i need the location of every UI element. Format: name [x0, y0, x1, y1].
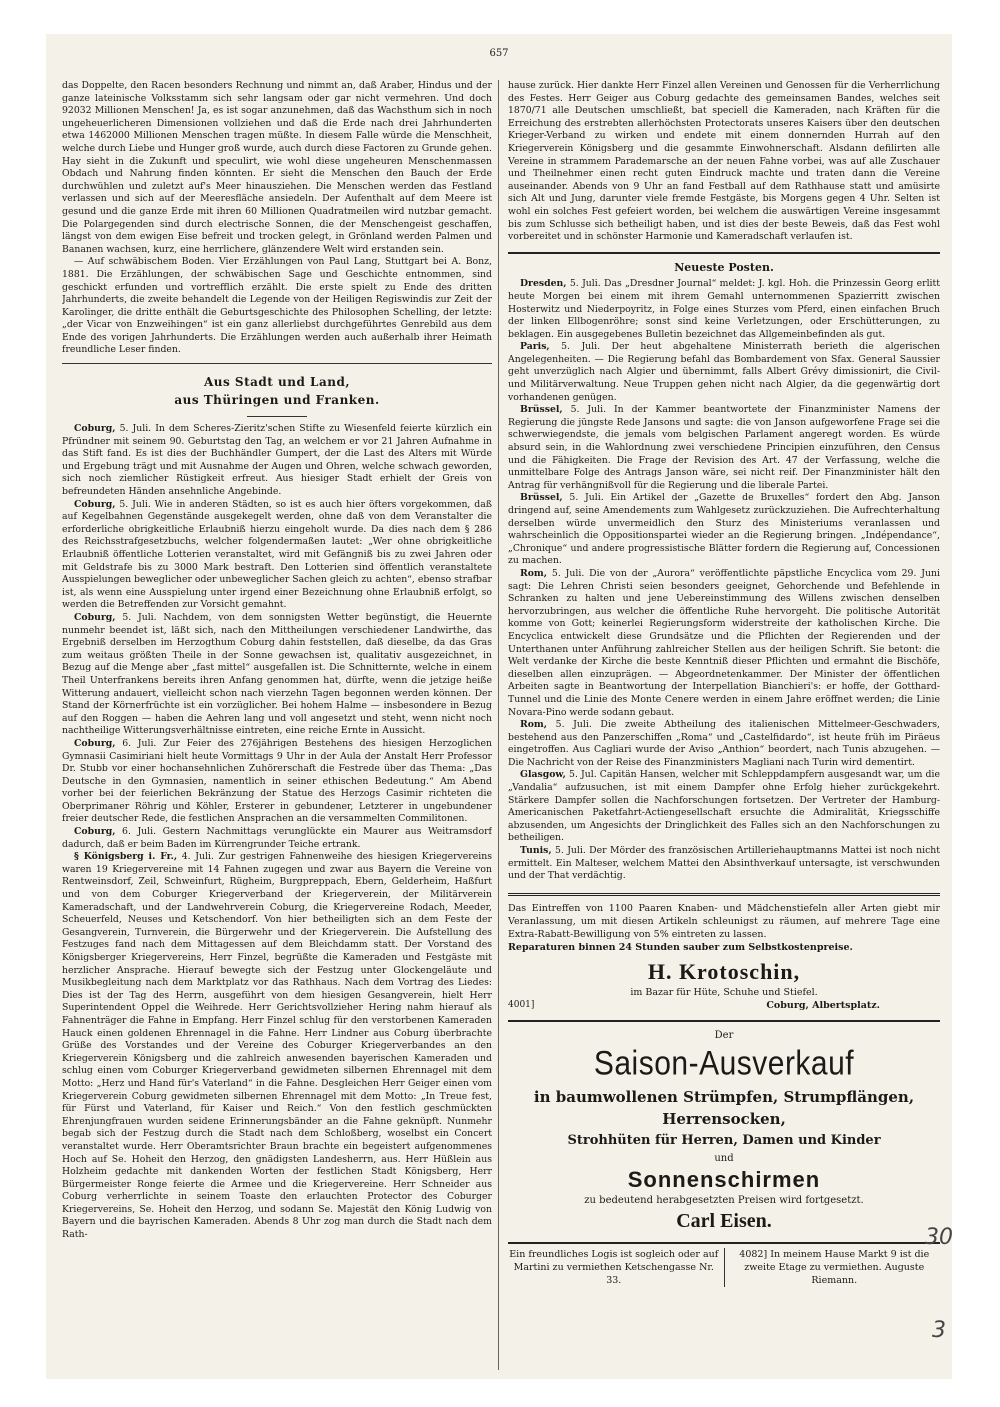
news-text: 5. Juli. In der Kammer beantwortete der Finanzminister Namens der Regierung die jüngste Rede Jansons und sagte: die von Janson aufgeworfene Frage sei die schwerwiegendste, die jemals vom belgischen Parlament angeregt worden. Es würde absurd sein, in die Wahlordnung zwei verschiedene Principien einzuführen, den Census und die Fähigkeiten. Die Frage der Revision des Art. 47 der Verfassung, welche die unmittelbare Folge des Antrags Janson wäre, sei nicht reif. Der Finanzminister hält den Antrag für verhängnißvoll für die Regierung und die liberale Partei. — [508, 404, 940, 491]
ad-eisen-der: Der — [714, 1029, 734, 1041]
section-divider-short — [247, 416, 307, 417]
news-item — [508, 719, 940, 769]
ad-eisen-line3: Strohhüten für Herren, Damen und Kinder — [567, 1133, 881, 1149]
news-place: Rom, — [520, 719, 548, 731]
news-item — [508, 404, 940, 492]
news-text: 5. Juli. Die zweite Abtheilung des italienischen Mittelmeer-Geschwaders, bestehend aus den Panzerschiffen „Roma“ und „Castelfidardo“, ist heute früh im Piräeus eingetroffen. Aus Cagliari wurde der Aviso „Anthion“ beordert, nach Tunis abzugehen. — Die Nachricht von der Reise des Finanzministers Magliani nach Turin wird dementirt. — [508, 719, 940, 768]
ad-krotoschin-repair: Reparaturen binnen 24 Stunden sauber zum Selbstkostenpreise. — [508, 941, 853, 953]
news-item — [62, 499, 492, 612]
news-item — [62, 612, 492, 738]
right-column — [508, 80, 940, 1372]
news-text: 6. Juli. Gestern Nachmittags verunglückte ein Maurer aus Weitramsdorf dadurch, daß er beim Baden im Kürrengrunder Teiche ertrank. — [62, 826, 492, 850]
ad-eisen-line5: zu bedeutend herabgesetzten Preisen wird fortgesetzt. — [584, 1195, 864, 1207]
ad-divider — [508, 1020, 940, 1022]
news-place: Brüssel, — [520, 404, 563, 416]
news-place: Tunis, — [520, 845, 552, 857]
ad-eisen-line1: in baumwollenen Strümpfen, Strumpflängen, — [533, 1088, 915, 1107]
continuation-paragraph: hause zurück. Hier dankte Herr Finzel allen Vereinen und Genossen für die Verherrlichung des Festes. Herr Geiger aus Coburg gedachte des gemeinsamen Bandes, welches seit 1870/71 alle Deutschen umschließt, bat speciell die Kameraden, nach Kräften für die Erreichung des erstrebten allerhöchsten Protectorats unseres Kaisers über den deutschen Krieger-Verband zu wirken und endete mit einem donnernden Hurrah auf den Kriegerverein Königsberg und die gesammte Einwohnerschaft. Alsdann defilirten alle Vereine in strammem Parademarsche an der neuen Fahne vorbei, was auf alle Zuschauer und Theilnehmer einen recht guten Eindruck machte und traten dann die Vereine auseinander. Abends von 9 Uhr an fand Festball auf dem Rathhause statt und amüsirte sich Alt und Jung, darunter viele fremde Festgäste, bis Morgens gegen 4 Uhr. Selten ist wohl ein solches Fest gefeiert worden, bei welchem die auswärtigen Vereine insgesammt bis zum Schlusse sich betheiligt haben, und ist dies der beste Beweis, daß das Fest wohl vorbereitet und in schönster Harmonie und Kameradschaft verlaufen ist. — [508, 80, 940, 243]
news-text: 5. Juli. Nachdem, von dem sonnigsten Wetter begünstigt, die Heuernte nunmehr beendet ist, läßt sich, nach den Mittheilungen verschiedener Landwirthe, das Ergebniß derselben im Herzogthum Coburg dahin feststellen, daß dieselbe, da das Gras zum weitaus größten Theile in der Sonne gewachsen ist, qualitativ ausgezeichnet, in Bezug auf die Menge aber „fast mittel“ ausgefallen ist. Die Schnitternte, welche in einem Theil Unterfrankens bereits ihren Anfang genommen hat, dürfte, wenn die jetzige heiße Witterung andauert, vielleicht schon nach vierzehn Tagen begonnen werden können. Der Stand der Körnerfrüchte ist ein vorzüglicher. Bei hohem Halme — insbesondere in Bezug auf den Roggen — haben die Aehren lang und voll angesetzt und steht, wenn nicht noch nachtheilige Witterungsverhältnisse eintreten, eine reiche Ernte in Aussicht. — [62, 611, 492, 737]
ad-krotoschin-text: Das Eintreffen von 1100 Paaren Knaben- und Mädchenstiefeln aller Arten giebt mir Veranlassung, um mit diesen Artikeln schleunigst zu räumen, auf mehrere Tage eine Extra-Rabatt-Bewilligung von 5% eintreten zu lassen. — [508, 902, 940, 940]
news-text: 5. Jul. Capitän Hansen, welcher mit Schleppdampfern ausgesandt war, um die „Vandalia“ aufzusuchen, ist mit einem Dampfer ohne Erfolg hieher zurückgekehrt. Stärkere Dampfer sollen die Nachforschungen fortsetzen. Der Vertreter der Hamburg-Americanischen Paketfahrt-Actiengesellschaft ersuchte die Admiralität, Kriegsschiffe abzusenden, um Angesichts der Dringlichkeit des Falles sich an den Nachforschungen zu betheiligen. — [508, 769, 940, 844]
news-item — [508, 492, 940, 568]
news-item — [62, 826, 492, 851]
news-text: 5. Juli. Der heut abgehaltene Ministerrath berieth die algerischen Angelegenheiten. — Die Regierung befahl das Bombardement von Sfax. General Saussier geht unverzüglich nach Algier und übernimmt, falls Albert Grévy dimissionirt, die Civil- und Militärverwaltung. Neue Truppen gehen nicht nach Algier, da die gegenwärtig dort vorhandenen genügen. — [508, 341, 940, 403]
intro-paragraph-2: — Auf schwäbischem Boden. Vier Erzählungen von Paul Lang, Stuttgart bei A. Bonz, 1881. Die Erzählungen, der schwäbischen Sage und Geschichte entnommen, sind geschickt erfunden und vortrefflich erzählt. Die erste spielt zu Ende des dritten Jahrhunderts, die zweite behandelt die Legende von der Heiligen Regiswindis zur Zeit der Karolinger, die dritte enthält die Geburtsgeschichte des Philosophen Schelling, der letzte: „der Vicar von Enzweihingen“ ist ein ganz allerliebst durchgeführtes Genrebild aus dem Ende des vorigen Jahrhunderts. Die Erzählungen werden auch außerhalb ihrer Heimath freundliche Leser finden. — [62, 256, 492, 356]
ad-logis: Ein freundliches Logis ist sogleich oder auf Martini zu vermiethen Ketschengasse Nr. 33. — [508, 1248, 725, 1287]
news-place: Rom, — [520, 567, 548, 579]
ad-krotoschin-line2: Coburg, Albertsplatz. — [766, 999, 880, 1011]
news-text: 4. Juli. Zur gestrigen Fahnenweihe des hiesigen Kriegervereins waren 19 Kriegervereine mit 14 Fahnen zugegen und zwar aus Bayern die Vereine von Rentweinsdorf, Zeil, Schweinfurt, Rügheim, Burgpreppach, Ebern, Gelderheim, Haßfurt und von dem Coburger Kriegerverband der Kriegerverein, der Militärverein Kameradschaft, und der Landwehrverein Coburg, die Kriegervereine Rodach, Meeder, Scheuerfeld, Neuses und Ketschendorf. Von hier betheiligten sich an dem Feste der Gesangverein, Turnverein, die Bürgerwehr und der Kriegerverein. Die Aufstellung des Festzuges fand nach dem Mittagessen auf dem Bleichdamm statt. Der Vorstand des Königsberger Kriegervereins, Herr Finzel, begrüßte die Kameraden und Festgäste mit herzlicher Ansprache. Hierauf bewegte sich der Festzug unter Glockengeläute und Musikbegleitung nach dem Marktplatz vor das Rathhaus. Nach dem Vortrag des Liedes: Dies ist der Tag des Herrn, ausgeführt von dem hiesigen Gesangverein, hielt Herr Superintendent Oppel die Weihrede. Herr Gerichtsvollzieher Hering nahm hierauf als Fahnenträger die Fahne in Empfang. Herr Finzel schlug für den verstorbenen Kameraden Hauck einen goldenen Ehrennagel in die Fahne. Herr Lindner aus Coburg überbrachte Grüße des Vorstandes und der Vereine des Coburger Kriegerverbandes an den Kriegerverein Königsberg und die zahlreich anwesenden bayerischen Kameraden und schlug einen vom Coburger Kriegerverband gewidmeten silbernen Ehrennagel mit dem Motto: „Herz und Hand für's Vaterland“ in die Fahne. Desgleichen Herr Geiger einen vom Kriegerverein Coburg gewidmeten silbernen Ehrennagel mit dem Motto: „In Treue fest, für Fürst und Vaterland, für Kaiser und Reich.“ Von den festlich geschmückten Ehrenjungfrauen wurden seidene Erinnerungsbänder an die Fahne geknüpft. Nunmehr begab sich der Festzug durch die Stadt nach dem Schloßberg, woselbst ein Concert veranstaltet wurde. Herr Oberamtsrichter Braun brachte ein begeistert aufgenommenes Hoch auf Se. Hoheit den Herzog, den gnädigsten Landesherrn, aus. Herr Hüßlein aus Holzheim gedachte mit dankenden Worten der festlichen Stadt Königsberg, Herr Bürgermeister Ronge feierte die Armee und die Kriegervereine. Herr Schneider aus Coburg verherrlichte in seinem Toaste den erlauchten Protector des Coburger Kriegervereins, Se. Hoheit den Herzog, und sodann Se. Majestät den König Ludwig von Bayern und die bayrischen Kameraden. Abends 8 Uhr zog man durch die Stadt nach dem Rath- — [62, 851, 492, 1241]
news-text: 5. Juli. Der Mörder des französischen Artilleriehauptmanns Mattei ist noch nicht ermittelt. Ein Malteser, welchem Mattei den Absinthverkauf untersagte, ist verschwunden und der That verdächtig. — [508, 845, 940, 882]
section-divider — [62, 363, 492, 364]
newspaper-page — [46, 34, 952, 1379]
ad-eisen-name: Carl Eisen. — [676, 1210, 772, 1233]
news-text: 6. Juli. Zur Feier des 276jährigen Bestehens des hiesigen Herzoglichen Gymnasii Casimiriani hielt heute Vormittags 9 Uhr in der Aula der Anstalt Herr Professor Dr. Stubb vor einer hochansehnlichen Zuhörerschaft die Festrede über das Thema: „Das Deutsche in den Gymnasien, namentlich in seiner ethischen Bedeutung.“ Am Abend vorher bei der feierlichen Bekränzung der Statue des Herzogs Casimir richteten die Oberprimaner Röhrig und Köhler, Ersterer in gebundener, Letzterer in ungebundener freier deutscher Rede, die festlichen Ansprachen an die versammelten Commilitonen. — [62, 737, 492, 825]
section-heading-1: Aus Stadt und Land, — [203, 375, 351, 390]
news-place: Glasgow, — [520, 769, 566, 781]
intro-paragraph-1: das Doppelte, den Racen besonders Rechnung und nimmt an, daß Araber, Hindus und der ganze lateinische Volksstamm sich sehr langsam oder gar nicht vermehren. Und doch 92032 Millionen Menschen! Ja, es ist sogar anzunehmen, daß das Wachsthum sich in noch ungeheuerlicheren Dimensionen vollziehen und daß die Erde nach drei Jahrhunderten etwa 1462000 Millionen Menschen tragen müßte. In diesem Falle würde die Menschheit, welche durch Liebe und Hunger groß wurde, auch durch diese Factoren zu Grunde gehen. Hay sieht in die Zukunft und speculirt, wie wohl diese ungeheuren Menschenmassen Obdach und Nahrung finden könnten. Er sieht die Menschen den Bauch der Erde durchwühlen und zuletzt auf's Meer hinausziehen. Die Menschen werden das Festland verlassen und sich auf der Meeresfläche ansiedeln. Der Aufenthalt auf dem Meere ist gesund und die ganze Erde mit ihren 60 Millionen Quadratmeilen wird nutzbar gemacht. Die Polargegenden sind durch electrische Sonnen, die der Menschengeist geschaffen, längst von dem ewigen Eise befreit und trocken gelegt, in Grönland werden Palmen und Bananen wachsen, kurz, eine herrlichere, glänzendere Welt wird erstanden sein. — [62, 80, 492, 255]
ad-eisen-und: und — [714, 1153, 734, 1165]
news-text: 5. Juli. Wie in anderen Städten, so ist es auch hier öfters vorgekommen, daß auf Kegelbahnen Gegenstände ausgekegelt werden, ohne daß von dem Veranstalter die erforderliche obrigkeitliche Erlaubniß hierzu eingeholt wurde. Da dies nach dem § 286 des Reichsstrafgesetzbuchs, welcher folgendermaßen lautet: „Wer ohne obrigkeitliche Erlaubniß öffentliche Lotterien veranstaltet, wird mit Gefängniß bis zu zwei Jahren oder mit Geldstrafe bis zu 3000 Mark bestraft. Den Lotterien sind öffentlich veranstaltete Ausspielungen beweglicher oder unbeweglicher Sachen gleich zu achten“, ebenso strafbar ist, als wenn eine Ausspielung unter irgend einer Bezeichnung ohne Erlaubniß erfolgt, so werden die Betreffenden zur Vorsicht gemahnt. — [62, 498, 492, 611]
ad-riemann: 4082] In meinem Hause Markt 9 ist die zweite Etage zu vermiethen. Auguste Riemann. — [739, 1249, 930, 1287]
handwritten-note-30: 30 — [925, 1225, 953, 1250]
news-place: § Königsberg i. Fr., — [74, 851, 178, 863]
section-heading-2: aus Thüringen und Franken. — [174, 393, 380, 408]
news-item — [508, 341, 940, 404]
page-number: 657 — [489, 48, 509, 59]
news-text: 5. Juli. Die von der „Aurora“ veröffentlichte päpstliche Encyclica vom 29. Juni sagt: Die Lehren Christi seien besonders geeignet, Gehorchende und Befehlende in Schranken zu halten und jene Uebereinstimmung des Willens zwischen denselben hervorzubringen, aus welcher die öffentliche Ruhe hervorgeht. Die politische Autorität komme von Gott; keinerlei Regierungsform widerstreite der katholischen Kirche. Die Encyclica entwickelt diese Grundsätze und die Pflichten der Regierenden und der Unterthanen unter Anführung zahlreicher Stellen aus der heiligen Schrift. Sie betont: die Welt verdanke der Kirche die beste Kenntniß dieser Pflichten und ermahnt die Bischöfe, dieselben allen einzuprägen. — Abgeordnetenkammer. Der Minister der öffentlichen Arbeiten sagte in Beantwortung der Interpellation Bianchieri's: er hoffe, der Gotthard-Tunnel und die Linie des Monte Cenere werden in einem Jahre eröffnet werden; die Linie Novara-Pino werde sodann gebaut. — [508, 567, 940, 718]
news-item — [62, 851, 492, 1241]
ad-eisen-title: Saison-Ausverkauf — [593, 1044, 855, 1083]
news-place: Dresden, — [520, 278, 567, 290]
news-place: Coburg, — [74, 498, 116, 510]
ad-krotoschin-name: H. Krotoschin, — [647, 958, 801, 984]
news-divider — [508, 252, 940, 254]
news-place: Brüssel, — [520, 492, 563, 504]
news-heading: Neueste Posten. — [674, 260, 774, 274]
ad-krotoschin-line1: im Bazar für Hüte, Schuhe und Stiefel. — [630, 986, 818, 998]
ad-krotoschin-ref: 4001] — [508, 999, 535, 1010]
news-place: Coburg, — [74, 423, 116, 435]
advertisement-krotoschin — [508, 893, 940, 1012]
left-column — [62, 80, 492, 1372]
news-place: Coburg, — [74, 611, 116, 623]
news-item — [508, 568, 940, 719]
column-divider — [498, 80, 499, 1370]
ad-eisen-line2: Herrensocken, — [662, 1110, 786, 1129]
news-item — [508, 769, 940, 845]
news-item — [62, 738, 492, 826]
ad-eisen-line4: Sonnenschirmen — [627, 1167, 821, 1193]
news-item — [508, 278, 940, 341]
news-text: 5. Juli. Das „Dresdner Journal“ meldet: J. kgl. Hoh. die Prinzessin Georg erlitt heute Morgen bei einem mit ihrem Gemahl unternommenen Spazierritt zwischen Hosterwitz und Niederpoyritz, in Folge eines Sturzes vom Pferd, einen einfachen Bruch der linken Ellbogenröhre; sonst sind keine Verletzungen, oder Erschütterungen, zu beklagen. Ein ausgegebenes Bulletin bezeichnet das Allgemeinbefinden als gut. — [508, 278, 940, 340]
news-item — [508, 845, 940, 883]
advertisement-eisen — [508, 1030, 940, 1235]
news-text: 5. Juli. Ein Artikel der „Gazette de Bruxelles“ fordert den Abg. Janson dringend auf, seine Amendements zum Wahlgesetz zurückzuziehen. Die Aufrechterhaltung derselben würde unvermeidlich den Sturz des Ministeriums veranlassen und wahrscheinlich die Oppositionspartei wieder an die Regierung bringen. „Indépendance“, „Chronique“ und andere progressistische Blätter fordern die Regierung auf, Concessionen zu machen. — [508, 492, 940, 567]
news-item — [62, 423, 492, 499]
handwritten-note-3: 3 — [932, 1318, 946, 1343]
news-text: 5. Juli. In dem Scheres-Zieritz'schen Stifte zu Wiesenfeld feierte kürzlich ein Pfründner mit seinem 90. Geburtstag den Tag, an welchem er vor 21 Jahren Aufnahme in das Stift fand. Es ist dies der Buchhändler Gumpert, der die Last des Alters mit Würde und Ergebung trägt und mit Ausnahme der Augen und Ohren, welche schwach geworden, sich noch ziemlicher Rüstigkeit erfreut. Aus hiesiger Stadt erhielt der Greis von befreundeten Händen ansehnliche Angebinde. — [62, 423, 492, 498]
classified-ads — [508, 1242, 940, 1287]
news-place: Paris, — [520, 341, 550, 353]
news-place: Coburg, — [74, 826, 116, 838]
news-place: Coburg, — [74, 737, 116, 749]
